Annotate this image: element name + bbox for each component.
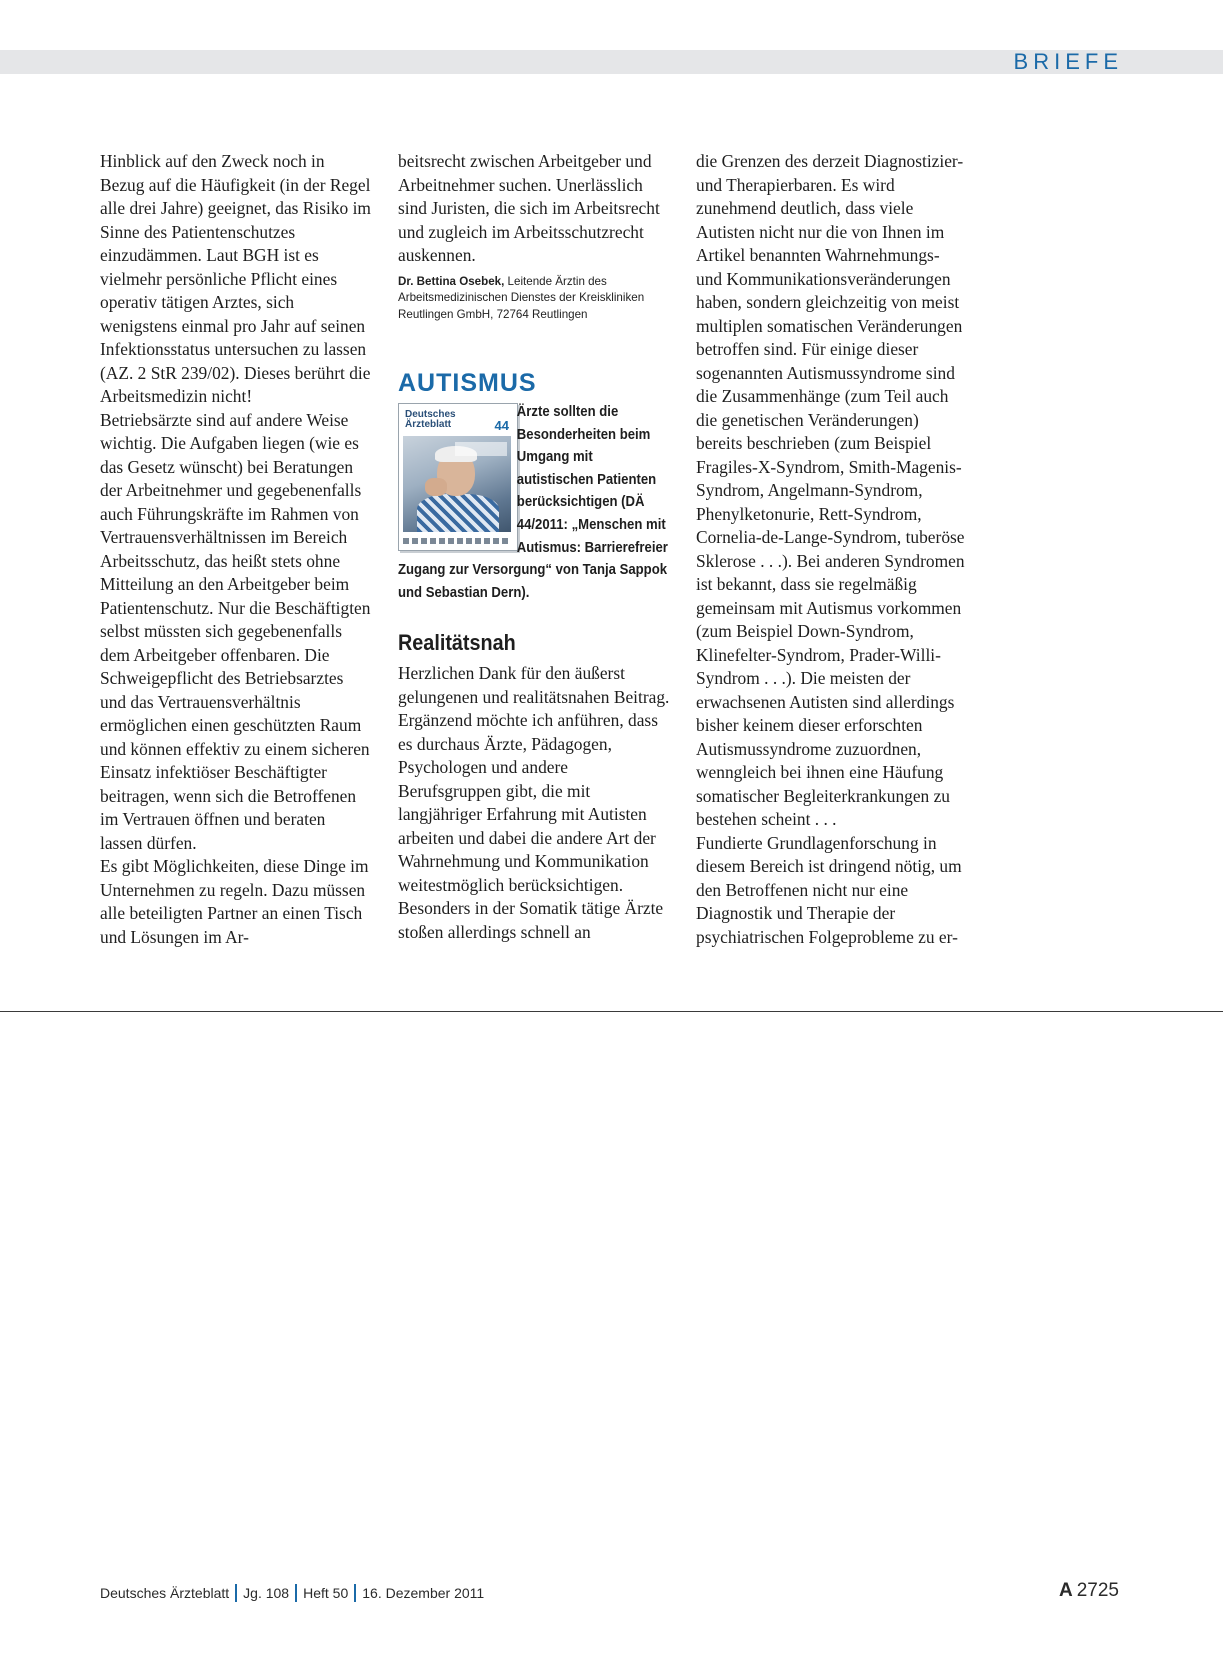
author-name: Dr. Bettina Osebek, [398,274,505,288]
column-2 [398,150,670,944]
teaser-block [398,401,670,604]
footer-separator [295,1584,297,1602]
letter-headline: Realitätsnah [398,630,516,656]
footer-issue: Heft 50 [303,1585,349,1601]
page-number [1059,1580,1119,1602]
footer-separator [354,1584,356,1602]
teaser-text: Ärzte sollten die Besonderheiten beim Umgang mit autistischen Patienten berücksichtigen (DÄ 44/2011: „Menschen mit Autismus: Barrierefreier Zugang zur Versorgung“ von Tanja Sappok und Sebastian Dern). [398,404,668,601]
column-1 [100,150,372,949]
paragraph: Fundierte Grundlagenforschung in diesem Bereich ist dringend nötig, um den Betroffenen nicht nur eine Diagnostik und Therapie der psychiatrischen Folgeprobleme zu er- [696,832,962,947]
paragraph: Betriebsärzte sind auf andere Weise wichtig. Die Aufgaben liegen (wie es das Gesetz wünscht) bei Beratungen der Arbeitnehmer und gegebenenfalls auch Führungskräfte im Rahmen von Vertrauensverhältnissen im Bereich Arbeitsschutz, das heißt stets ohne Mitteilung an den Arbeitgeber beim Patientenschutz. Nur die Beschäftigten selbst müssten sich gegebenenfalls dem Arbeitgeber offenbaren. Die Schweigepflicht des Betriebsarztes und das Vertrauensverhältnis ermöglichen einen geschützten Raum und können effektiv zu einem sicheren Einsatz infektiöser Beschäftigter beitragen, wenn sich die Betroffenen im Vertrauen öffnen und beraten lassen dürfen. [100,409,371,853]
topic-heading: AUTISMUS [398,369,537,397]
page-prefix: A [1058,1580,1073,1601]
footer-journal: Deutsches Ärzteblatt [100,1585,230,1601]
cover-issue-number: 44 [494,418,509,433]
horizontal-rule [0,1011,1223,1012]
column-3 [696,150,968,949]
cover-brand: Deutsches Ärzteblatt [405,409,456,430]
author-signature [398,274,670,324]
section-label: BRIEFE [1013,49,1123,74]
page-footer [100,1584,484,1602]
footer-separator [235,1584,237,1602]
footer-date: 16. Dezember 2011 [362,1585,485,1601]
paragraph: Hinblick auf den Zweck noch in Bezug auf die Häufigkeit (in der Regel alle drei Jahre) geeignet, das Risiko im Sinne des Patientenschutzes einzudämmen. Laut BGH ist es vielmehr persönliche Pflicht eines operativ tätigen Arztes, sich wenigstens einmal pro Jahr auf seinen Infektionsstatus untersuchen zu lassen (AZ. 2 StR 239/02). Dieses berührt die Arbeitsmedizin nicht! [100,151,371,406]
page-number-value: 2725 [1076,1580,1119,1601]
footer-volume: Jg. 108 [243,1585,290,1601]
paragraph: die Grenzen des derzeit Diagnostizier- und Therapierbaren. Es wird zunehmend deutlich, dass viele Autisten nicht nur die von Ihnen im Artikel benannten Wahrnehmungs- und Kommunikationsveränderungen haben, sondern gleichzeitig von meist multiplen somatischen Veränderungen betroffen sind. Für einige dieser sogenannten Autismussyndrome sind die Zusammenhänge (zum Teil auch die genetischen Veränderungen) bereits beschrieben (zum Beispiel Fragiles-X-Syndrom, Smith-Magenis-Syndrom, Angelmann-Syndrom, Phenylketonurie, Rett-Syndrom, Cornelia-de-Lange-Syndrom, tuberöse Sklerose . . .). Bei anderen Syndromen ist bekannt, dass sie regelmäßig gemeinsam mit Autismus vorkommen (zum Beispiel Down-Syndrom, Klinefelter-Syndrom, Prader-Willi-Syndrom . . .). Die meisten der erwachsenen Autisten sind allerdings bisher keinem dieser erforschten Autismussyndrome zuzuordnen, wenngleich bei ihnen eine Häufung somatischer Begleiterkrankungen zu bestehen scheint . . . [696,151,965,829]
paragraph: Es gibt Möglichkeiten, diese Dinge im Unternehmen zu regeln. Dazu müssen alle beteiligten Partner an einen Tisch und Lösungen im Ar- [100,856,369,947]
paragraph: beitsrecht zwischen Arbeitgeber und Arbeitnehmer suchen. Unerlässlich sind Juristen, die sich im Arbeitsrecht und zugleich im Arbeitsschutzrecht auskennen. [398,151,660,265]
paragraph: Herzlichen Dank für den äußerst gelungenen und realitätsnahen Beitrag. Ergänzend möchte ich anführen, dass es durchaus Ärzte, Pädagogen, Psychologen und andere Berufsgruppen gibt, die mit langjähriger Erfahrung mit Autisten arbeiten und dabei die andere Art der Wahrnehmung und Kommunikation weitestmöglich berücksichtigen. Besonders in der Somatik tätige Ärzte stoßen allerdings schnell an [398,663,670,942]
author-affiliation: Leitende Ärztin des Arbeitsmedizinischen Dienstes der Kreiskliniken Reutlingen GmbH, 72764 Reutlingen [398,274,645,321]
